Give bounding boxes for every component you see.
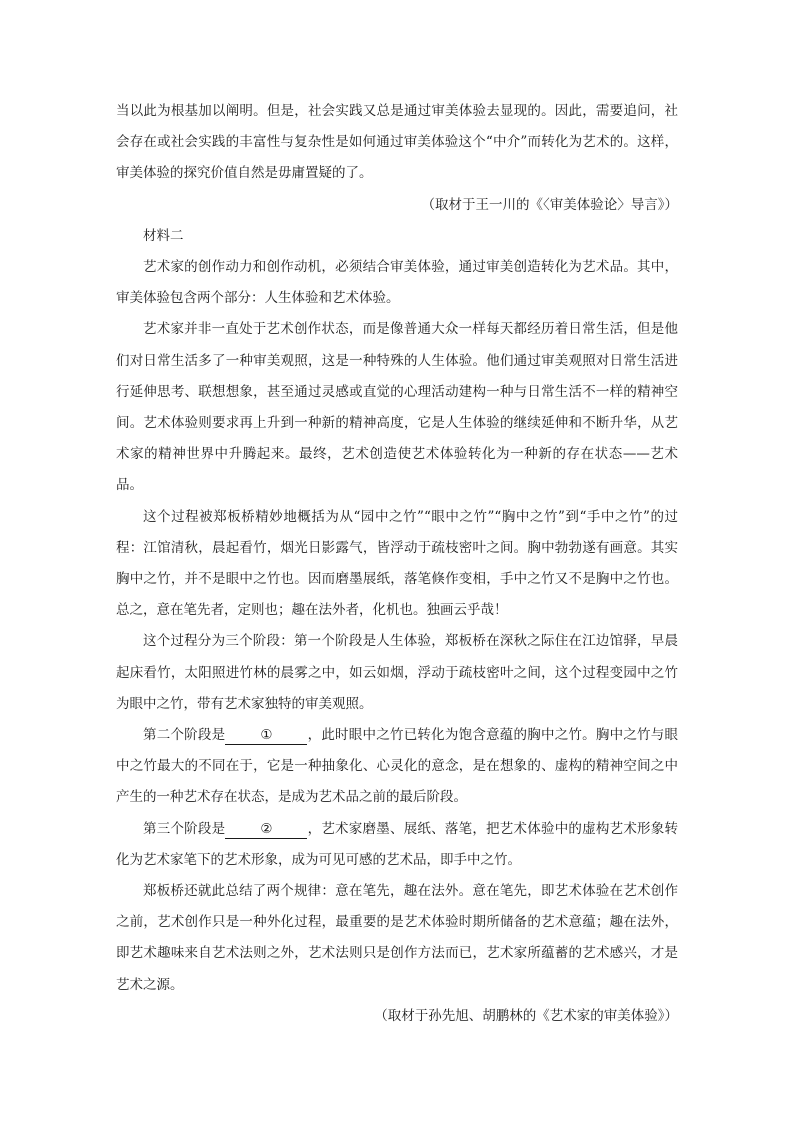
paragraph-intro: 当以此为根基加以阐明。但是，社会实践又总是通过审美体验去显现的。因此，需要追问，社会存在或社会实践的丰富性与复杂性是如何通过审美体验这个“中介”而转化为艺术的。这样，审美体验的探究价值自然是毋庸置疑的了。 bbox=[116, 103, 678, 182]
paragraph-5-lead: 第二个阶段是 bbox=[143, 727, 226, 744]
paragraph-7: 郑板桥还就此总结了两个规律：意在笔先，趣在法外。意在笔先，即艺术体验在艺术创作之前，艺术创作只是一种外化过程，最重要的是艺术体验时期所储备的艺术意蕴；趣在法外，即艺术趣味来自艺术法则之外，艺术法则只是创作方法而已，艺术家所蕴蓄的艺术感兴，才是艺术之源。 bbox=[116, 883, 678, 993]
paragraph-6-lead: 第三个阶段是 bbox=[143, 820, 226, 837]
source-citation-2: （取材于孙先旭、胡鹏林的《艺术家的审美体验》） bbox=[374, 1007, 678, 1024]
paragraph-6 bbox=[116, 814, 678, 876]
fill-blank-1: ① bbox=[225, 726, 307, 745]
paragraph-6-rest: ，艺术家磨墨、展纸、落笔，把艺术体验中的虚构艺术形象转化为艺术家笔下的艺术形象，成为可见可感的艺术品，即手中之竹。 bbox=[116, 820, 679, 868]
paragraph-1: 艺术家的创作动力和创作动机，必须结合审美体验，通过审美创造转化为艺术品。其中，审美体验包含两个部分：人生体验和艺术体验。 bbox=[116, 259, 678, 307]
fill-blank-2: ② bbox=[225, 820, 307, 839]
article-body bbox=[116, 96, 678, 1032]
paragraph-5-rest: ，此时眼中之竹已转化为饱含意蕴的胸中之竹。胸中之竹与眼中之竹最大的不同在于，它是一种抽象化、心灵化的意念，是在想象的、虚构的精神空间之中产生的一种艺术存在状态，是成为艺术品之前的最后阶段。 bbox=[116, 727, 679, 806]
paragraph-4: 这个过程分为三个阶段：第一个阶段是人生体验，郑板桥在深秋之际住在江边馆驿，早晨起床看竹，太阳照进竹林的晨雾之中，如云如烟，浮动于疏枝密叶之间，这个过程变园中之竹为眼中之竹，带有艺术家独特的审美观照。 bbox=[116, 633, 678, 712]
paragraph-2: 艺术家并非一直处于艺术创作状态，而是像普通大众一样每天都经历着日常生活，但是他们对日常生活多了一种审美观照，这是一种特殊的人生体验。他们通过审美观照对日常生活进行延伸思考、联想想象，甚至通过灵感或直觉的心理活动建构一种与日常生活不一样的精神空间。艺术体验则要求再上升到一种新的精神高度，它是人生体验的继续延伸和不断升华，从艺术家的精神世界中升腾起来。最终，艺术创造使艺术体验转化为一种新的存在状态——艺术品。 bbox=[116, 321, 678, 494]
paragraph-3: 这个过程被郑板桥精妙地概括为从“园中之竹”“眼中之竹”“胸中之竹”到“手中之竹”的过程：江馆清秋，晨起看竹，烟光日影露气，皆浮动于疏枝密叶之间。胸中勃勃遂有画意。其实胸中之竹，并不是眼中之竹也。因而磨墨展纸，落笔倏作变相，手中之竹又不是胸中之竹也。总之，意在笔先者，定则也；趣在法外者，化机也。独画云乎哉！ bbox=[116, 508, 678, 619]
paragraph-5 bbox=[116, 720, 678, 814]
section-heading-material-2: 材料二 bbox=[143, 227, 184, 244]
source-citation-1: （取材于王一川的《〈审美体验论〉导言》） bbox=[421, 196, 678, 213]
